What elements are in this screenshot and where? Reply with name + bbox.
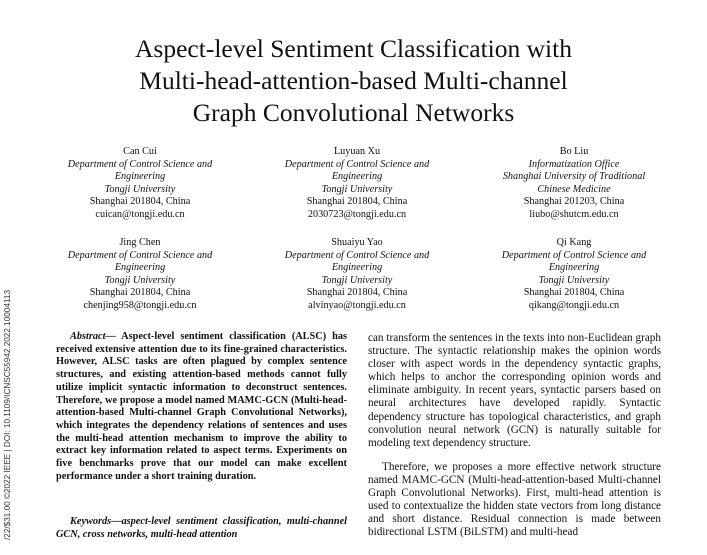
author-name: Jing Chen: [119, 237, 161, 248]
paper-title: [0, 33, 707, 129]
author-block-6: [474, 237, 674, 313]
author-name: Bo Liu: [559, 146, 589, 157]
author-affiliation: Department of Control Science and: [67, 158, 213, 170]
title-line-2: Multi-head-attention-based Multi-channel: [139, 66, 568, 95]
author-affiliation: Department of Control Science and: [284, 249, 430, 261]
author-affiliation: Engineering: [114, 262, 166, 274]
body-paragraph-1: can transform the sentences in the texts into non-Euclidean graph structure. The syntactic relationship makes the opinion words closer with aspect words in the dependency syntactic graphs, which helps to anchor the corresponding opinion words and eliminate ambiguity. In recent years, syntactic parsers based on neural architectures have developed rapidly. Syntactic dependency structure has topological characteristics, and graph convolution neural network (GCN) is naturally suitable for modeling text dependency structure.: [368, 332, 661, 449]
abstract-label: Abstract—: [70, 331, 116, 342]
author-affiliation: Department of Control Science and: [67, 249, 213, 261]
author-block-5: [257, 237, 457, 313]
title-line-1: Aspect-level Sentiment Classification with: [135, 34, 572, 63]
author-email: cuican@tongji.edu.cn: [95, 208, 185, 220]
author-affiliation: Chinese Medicine: [537, 183, 611, 195]
author-affiliation: Tongji University: [104, 274, 176, 286]
abstract-text: Aspect-level sentiment classification (ALSC) has received extensive attention due to its fine-grained characteristics. However, ALSC tasks are often plagued by complex sentence structures, and existing attention-based methods cannot fully utilize implicit syntactic information to deconstruct sentences. Therefore, we propose a model named MAMC-GCN (Multi-head-attention-based Multi-channel Graph Convolutional Networks), which integrates the dependency relations of sentences and uses the multi-head attention mechanism to improve the ability to extract key information related to aspect terms. Experiments on five benchmarks prove that our model can make excellent performance under a short training duration.: [56, 331, 347, 482]
author-block-2: [257, 146, 457, 222]
author-city: Shanghai 201203, China: [523, 196, 625, 208]
title-line-3: Graph Convolutional Networks: [192, 98, 515, 127]
abstract: [56, 331, 347, 483]
author-affiliation: Engineering: [331, 262, 383, 274]
author-block-4: [40, 237, 240, 313]
body-column-right: [368, 332, 661, 539]
author-block-1: [40, 146, 240, 222]
author-affiliation: Shanghai University of Traditional: [502, 171, 646, 183]
author-city: Shanghai 201804, China: [89, 287, 191, 299]
author-name: Qi Kang: [556, 237, 592, 248]
author-name: Can Cui: [123, 146, 157, 157]
author-city: Shanghai 201804, China: [523, 287, 625, 299]
author-email: chenjing958@tongji.edu.cn: [83, 299, 197, 311]
author-affiliation: Department of Control Science and: [284, 158, 430, 170]
author-affiliation: Engineering: [548, 262, 600, 274]
author-email: alvinyao@tongji.edu.cn: [308, 299, 406, 311]
keywords-label: Keywords—: [70, 516, 122, 527]
author-affiliation: Informatization Office: [528, 158, 620, 170]
author-affiliation: Tongji University: [104, 183, 176, 195]
author-city: Shanghai 201804, China: [306, 287, 408, 299]
author-affiliation: Department of Control Science and: [501, 249, 647, 261]
author-affiliation: Tongji University: [321, 274, 393, 286]
keywords: [56, 516, 347, 541]
keywords-text: aspect-level sentiment classification, multi-channel GCN, cross networks, multi-head attention: [56, 516, 347, 540]
author-name: Shuaiyu Yao: [331, 237, 383, 248]
author-affiliation: Tongji University: [321, 183, 393, 195]
author-block-3: [474, 146, 674, 222]
author-affiliation: Engineering: [331, 171, 383, 183]
body-paragraph-2: Therefore, we proposes a more effective network structure named MAMC-GCN (Multi-head-attention-based Multi-channel Graph Convolutional Networks). First, multi-head attention is used to contextualize the hidden state vectors from long distance and short distance. Residual connection is made between bidirectional LSTM (BiLSTM) and multi-head: [368, 460, 661, 539]
author-email: qikang@tongji.edu.cn: [528, 299, 620, 311]
author-email: liubo@shutcm.edu.cn: [529, 208, 619, 220]
author-name: Luyuan Xu: [333, 146, 381, 157]
doi-sidebar-text: /22/$31.00 ©2022 IEEE | DOI: 10.1109/ICNSC55942.2022.10004113: [3, 289, 12, 541]
author-city: Shanghai 201804, China: [89, 196, 191, 208]
author-affiliation: Engineering: [114, 171, 166, 183]
author-affiliation: Tongji University: [538, 274, 610, 286]
author-city: Shanghai 201804, China: [306, 196, 408, 208]
author-email: 2030723@tongji.edu.cn: [307, 208, 407, 220]
